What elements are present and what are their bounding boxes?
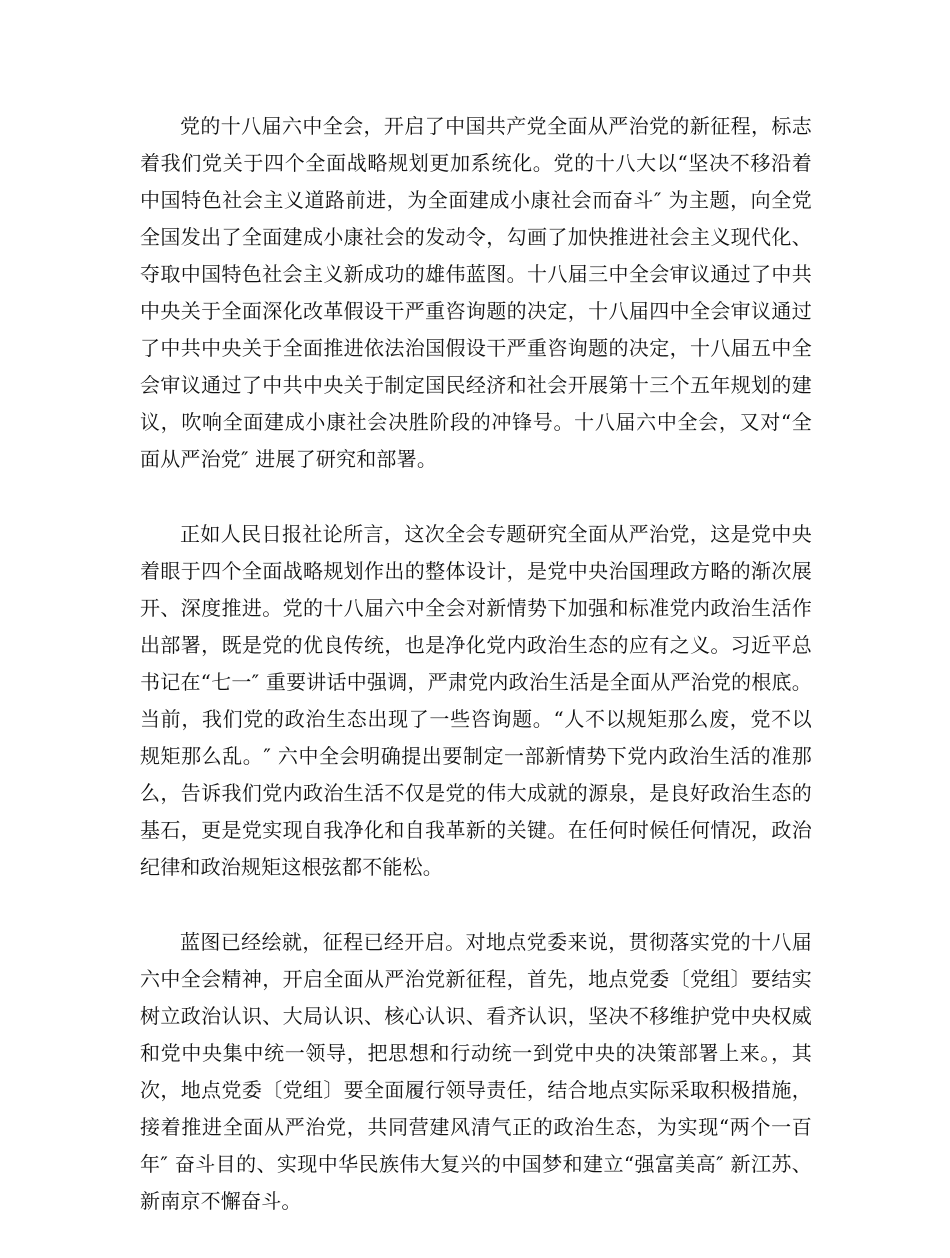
document-body xyxy=(140,108,812,1258)
paragraph-3: 蓝图已经绘就，征程已经开启。对地点党委来说，贯彻落实党的十八届六中全会精神，开启全面从严治党新征程，首先，地点党委〔党组〕要结实树立政治认识、大局认识、核心认识、看齐认识，坚决不移维护党中央权威和党中央集中统一领导，把思想和行动统一到党中央的决策部署上来。，其次，地点党委〔党组〕要全面履行领导责任，结合地点实际采取积极措施，接着推进全面从严治党，共同营建风清气正的政治生态，为实现“两个一百年″ 奋斗目的、实现中华民族伟大复兴的中国梦和建立“强富美高″ 新江苏、新南京不懈奋斗。 xyxy=(140,930,812,1213)
paragraph-1: 党的十八届六中全会，开启了中国共产党全面从严治党的新征程，标志着我们党关于四个全面战略规划更加系统化。党的十八大以“坚决不移沿着中国特色社会主义道路前进，为全面建成小康社会而奋斗″ 为主题，向全党全国发出了全面建成小康社会的发动令，勾画了加快推进社会主义现代化、夺取中国特色社会主义新成功的雄伟蓝图。十八届三中全会审议通过了中共中央关于全面深化改革假设干严重咨询题的决定，十八届四中全会审议通过了中共中央关于全面推进依法治国假设干严重咨询题的决定，十八届五中全会审议通过了中共中央关于制定国民经济和社会开展第十三个五年规划的建议，吹响全面建成小康社会决胜阶段的冲锋号。十八届六中全会，又对“全面从严治党″ 进展了研究和部署。 xyxy=(140,114,812,471)
paragraph-2: 正如人民日报社论所言，这次全会专题研究全面从严治党，这是党中央着眼于四个全面战略规划作出的整体设计，是党中央治国理政方略的渐次展开、深度推进。党的十八届六中全会对新情势下加强和标准党内政治生活作出部署，既是党的优良传统，也是净化党内政治生态的应有之义。习近平总书记在“七一″ 重要讲话中强调，严肃党内政治生活是全面从严治党的根底。当前，我们党的政治生态出现了一些咨询题。“人不以规矩那么废，党不以规矩那么乱。″ 六中全会明确提出要制定一部新情势下党内政治生活的准那么，告诉我们党内政治生活不仅是党的伟大成就的源泉，是良好政治生态的基石，更是党实现自我净化和自我革新的关键。在任何时候任何情况，政治纪律和政治规矩这根弦都不能松。 xyxy=(140,522,812,879)
